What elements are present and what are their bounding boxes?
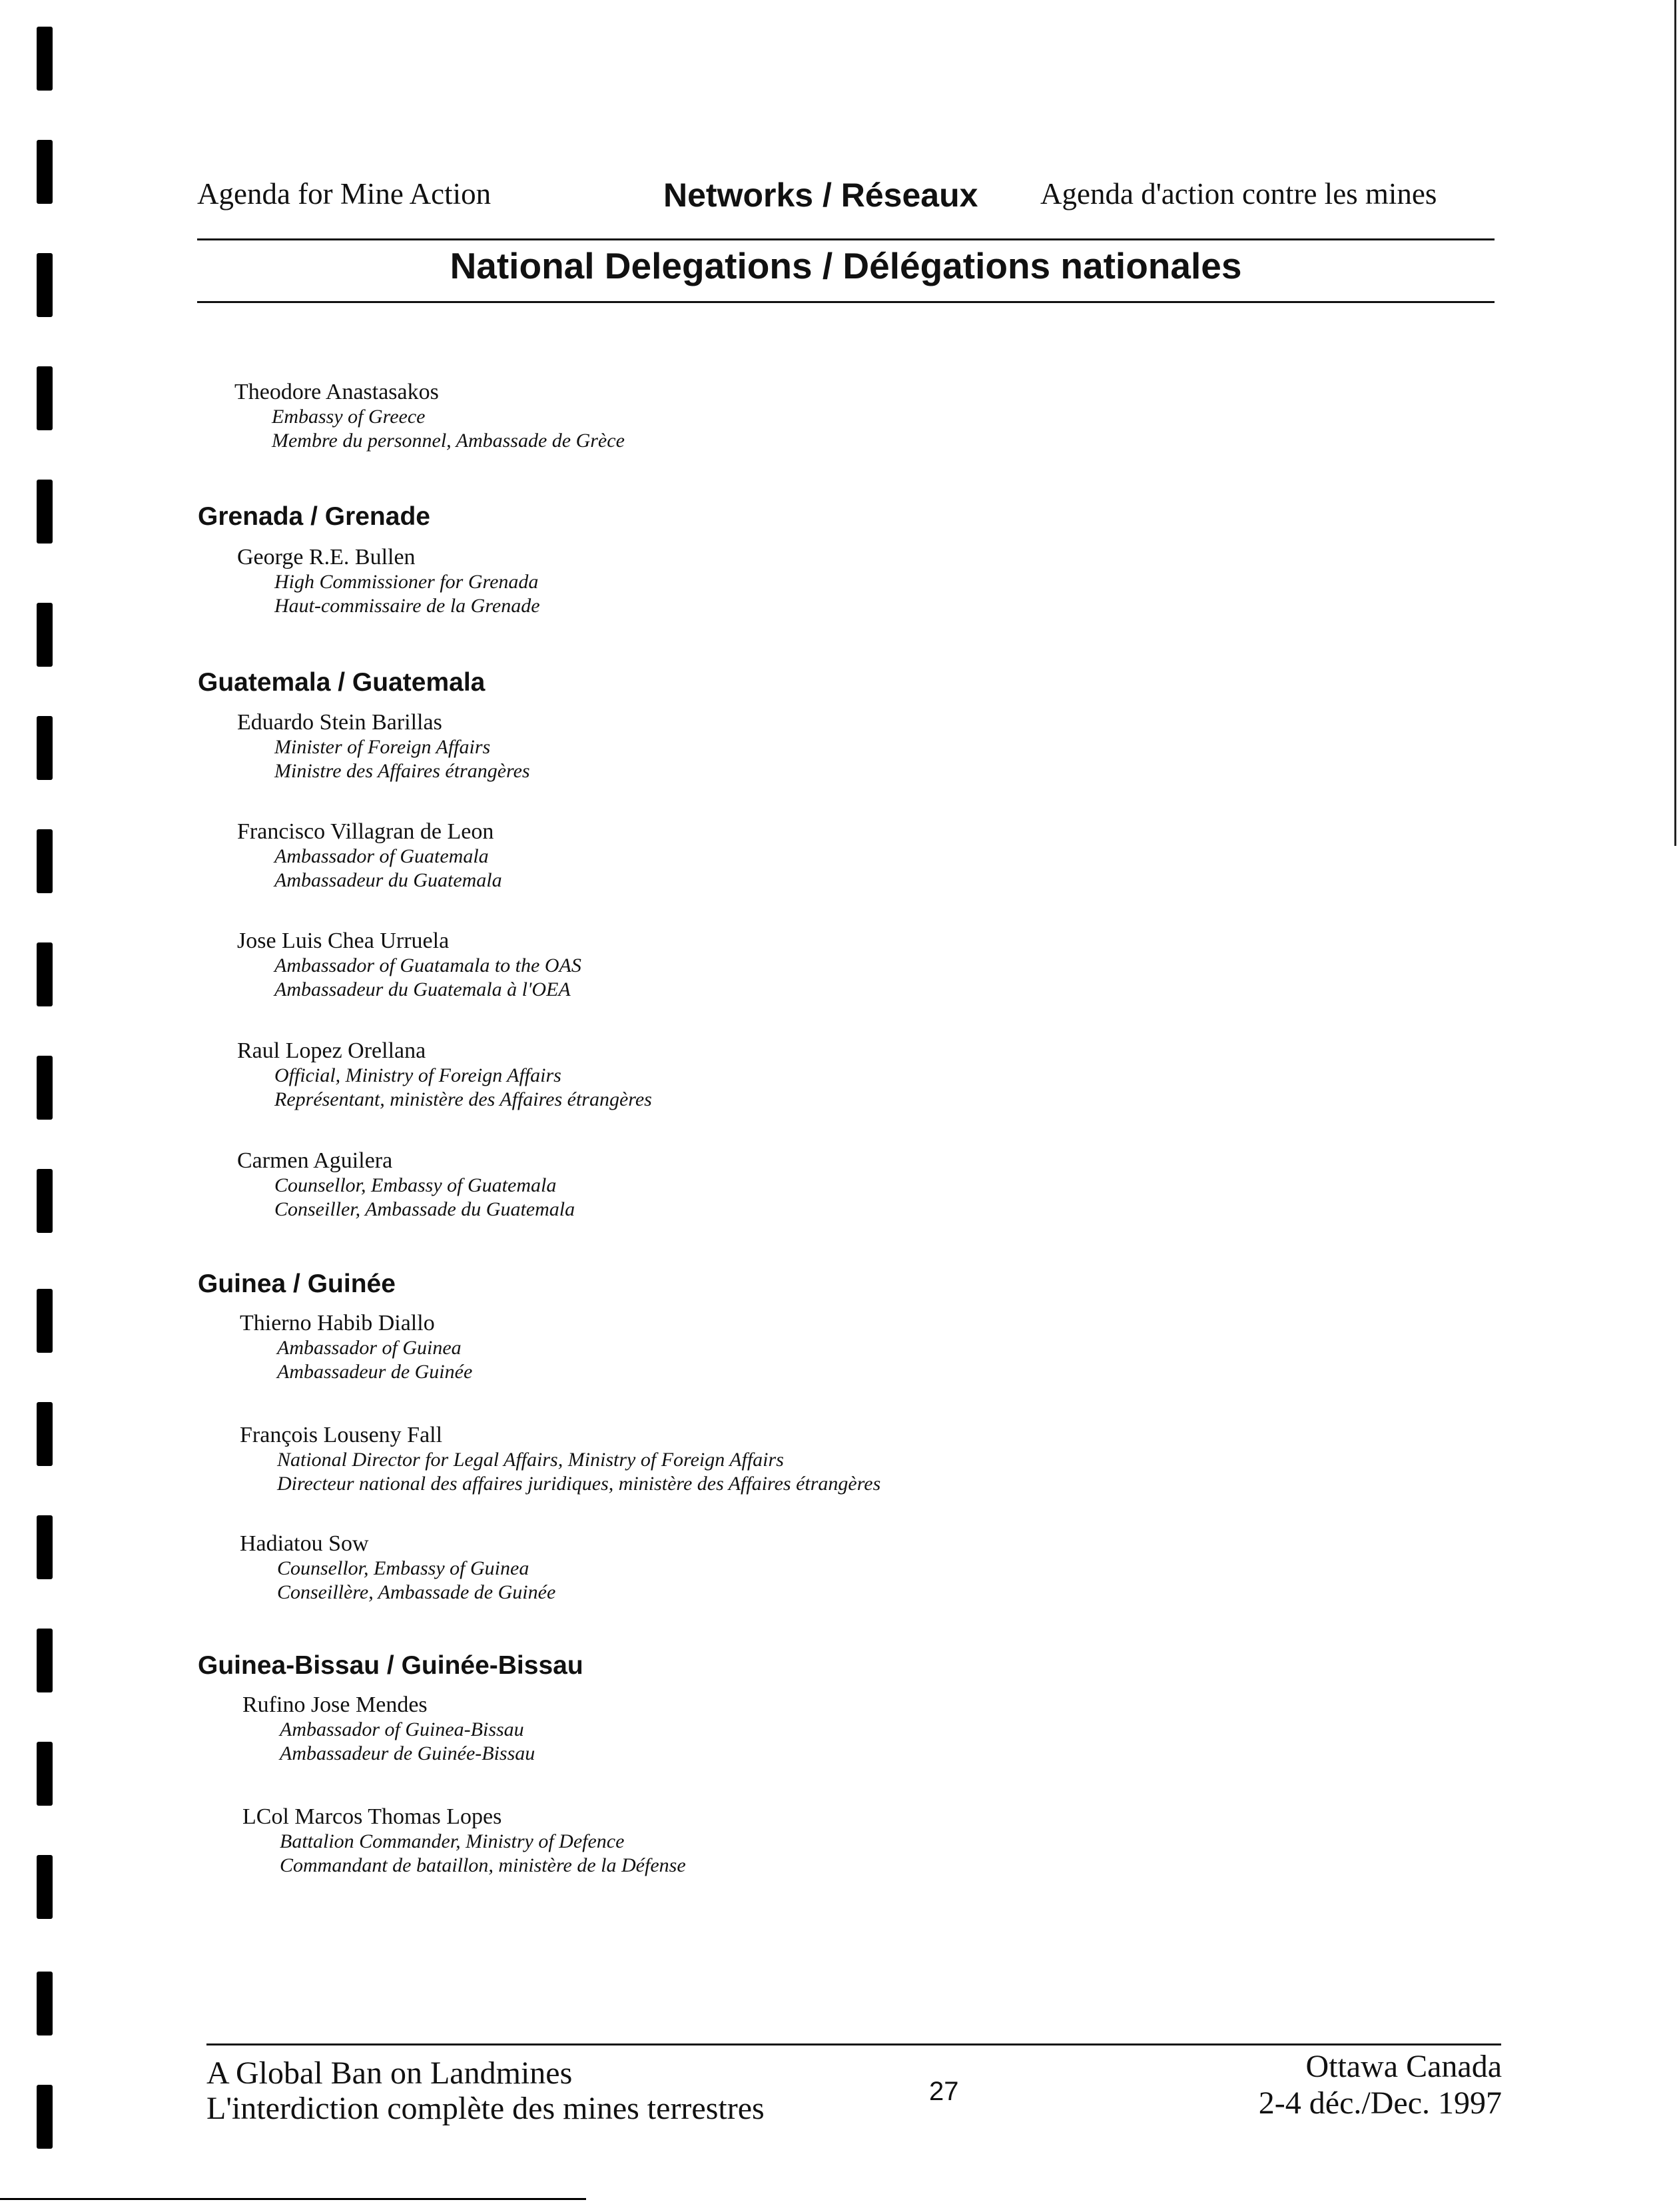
delegate-entry: [237, 1148, 575, 1222]
delegate-name: Thierno Habib Diallo: [240, 1311, 435, 1335]
delegate-entry: [242, 1692, 535, 1766]
binding-mark: [37, 1056, 53, 1120]
delegate-entry: [240, 1423, 880, 1496]
binding-mark: [37, 603, 53, 667]
binding-mark: [37, 1515, 53, 1579]
binding-mark: [37, 366, 53, 430]
binding-mark: [37, 1629, 53, 1692]
delegate-entry: [240, 1531, 555, 1605]
delegate-name: Hadiatou Sow: [240, 1531, 369, 1556]
binding-mark: [37, 27, 53, 91]
binding-mark: [37, 1169, 53, 1233]
delegate-title: Directeur national des affaires juridiques, ministère des Affaires étrangères: [277, 1473, 881, 1495]
binding-mark: [37, 2085, 53, 2149]
delegate-name: Theodore Anastasakos: [234, 380, 439, 404]
delegate-entry: [237, 819, 502, 893]
delegate-name: Carmen Aguilera: [237, 1148, 393, 1173]
delegate-title: Représentant, ministère des Affaires étrangères: [274, 1088, 652, 1110]
delegate-name: George R.E. Bullen: [237, 545, 416, 569]
delegate-title: Ambassadeur de Guinée-Bissau: [280, 1742, 535, 1764]
binding-mark: [37, 1289, 53, 1353]
country-heading: Guatemala / Guatemala: [198, 668, 486, 697]
binding-mark: [37, 480, 53, 544]
binding-mark: [37, 253, 53, 317]
binding-mark: [37, 1402, 53, 1466]
header-rule-bottom: [197, 301, 1495, 303]
binding-mark: [37, 942, 53, 1006]
footer-rule: [206, 2043, 1501, 2045]
delegate-entry: [240, 1311, 472, 1384]
delegate-entry: [237, 1038, 652, 1112]
header-center-title: Networks / Réseaux: [663, 177, 978, 214]
country-heading: Grenada / Grenade: [198, 502, 430, 531]
delegate-title: Ambassadeur du Guatemala à l'OEA: [274, 978, 571, 1000]
delegate-title: Ambassadeur du Guatemala: [274, 869, 502, 891]
delegate-title: High Commissioner for Grenada: [274, 571, 539, 593]
delegate-title: Embassy of Greece: [272, 406, 426, 428]
delegate-entry: [242, 1804, 686, 1878]
delegate-title: Ambassadeur de Guinée: [277, 1361, 473, 1383]
header-left-text: Agenda for Mine Action: [197, 177, 492, 210]
delegate-name: Eduardo Stein Barillas: [237, 710, 442, 735]
country-heading: Guinea-Bissau / Guinée-Bissau: [198, 1651, 583, 1680]
header-right-text: Agenda d'action contre les mines: [1040, 177, 1437, 210]
delegate-name: Francisco Villagran de Leon: [237, 819, 494, 844]
delegate-title: Commandant de bataillon, ministère de la Défense: [280, 1854, 686, 1876]
delegate-name: Raul Lopez Orellana: [237, 1038, 426, 1063]
delegate-title: Ambassador of Guinea-Bissau: [280, 1718, 524, 1740]
delegate-name: Jose Luis Chea Urruela: [237, 928, 450, 953]
binding-mark: [37, 1855, 53, 1919]
delegate-title: Haut-commissaire de la Grenade: [274, 595, 540, 617]
binding-mark: [37, 716, 53, 780]
footer-location: Ottawa Canada: [1305, 2049, 1502, 2084]
binding-mark: [37, 1972, 53, 2035]
delegate-name: François Louseny Fall: [240, 1423, 443, 1447]
delegate-title: Official, Ministry of Foreign Affairs: [274, 1064, 561, 1086]
delegate-entry: [237, 710, 530, 783]
binding-mark: [37, 140, 53, 204]
delegate-title: Ambassador of Guinea: [277, 1337, 462, 1359]
footer-title-english: A Global Ban on Landmines: [206, 2055, 573, 2091]
binding-mark: [37, 1742, 53, 1806]
scan-edge-bottom: [0, 2198, 586, 2200]
delegate-title: Battalion Commander, Ministry of Defence: [280, 1830, 625, 1852]
footer-title-french: L'interdiction complète des mines terrestres: [206, 2091, 765, 2126]
scan-edge-right: [1674, 0, 1676, 846]
delegate-title: Ministre des Affaires étrangères: [274, 760, 530, 782]
delegate-title: Counsellor, Embassy of Guatemala: [274, 1174, 557, 1196]
header-rule-top: [197, 238, 1495, 240]
delegate-name: Rufino Jose Mendes: [242, 1692, 428, 1717]
delegate-entry: [234, 380, 625, 453]
delegate-entry: [237, 928, 581, 1002]
delegate-title: Membre du personnel, Ambassade de Grèce: [272, 430, 625, 452]
delegate-title: Minister of Foreign Affairs: [274, 736, 491, 758]
delegate-title: National Director for Legal Affairs, Ministry of Foreign Affairs: [277, 1449, 784, 1471]
footer-date: 2-4 déc./Dec. 1997: [1258, 2085, 1502, 2121]
binding-mark: [37, 829, 53, 893]
country-heading: Guinea / Guinée: [198, 1270, 396, 1298]
delegate-title: Ambassador of Guatamala to the OAS: [274, 954, 581, 976]
delegate-title: Ambassador of Guatemala: [274, 845, 489, 867]
page-number: 27: [929, 2077, 959, 2106]
delegate-title: Counsellor, Embassy of Guinea: [277, 1557, 529, 1579]
delegate-name: LCol Marcos Thomas Lopes: [242, 1804, 502, 1829]
delegate-entry: [237, 545, 540, 618]
section-title: National Delegations / Délégations nationales: [450, 245, 1242, 286]
delegate-title: Conseiller, Ambassade du Guatemala: [274, 1198, 575, 1220]
delegate-title: Conseillère, Ambassade de Guinée: [277, 1581, 556, 1603]
